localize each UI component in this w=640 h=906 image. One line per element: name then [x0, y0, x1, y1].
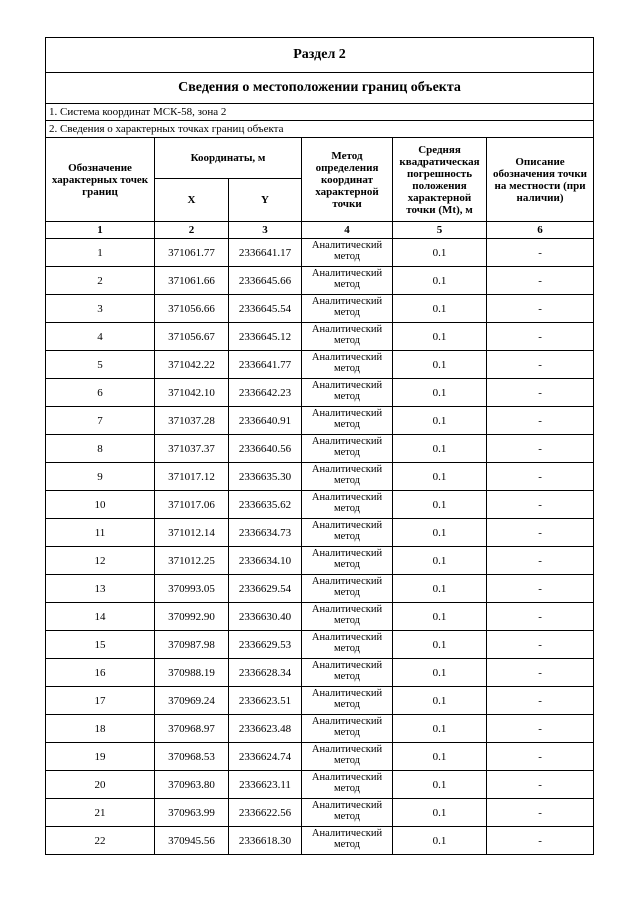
table-row	[46, 267, 594, 295]
point-number: 9	[46, 463, 155, 491]
accuracy-cell: 0.1	[393, 239, 487, 267]
table-row	[46, 295, 594, 323]
description-cell: -	[487, 295, 594, 323]
description-cell: -	[487, 491, 594, 519]
table-row	[46, 519, 594, 547]
header-coords: Координаты, м	[155, 138, 302, 179]
accuracy-cell: 0.1	[393, 603, 487, 631]
accuracy-cell: 0.1	[393, 715, 487, 743]
accuracy-cell: 0.1	[393, 743, 487, 771]
coord-y: 2336629.54	[229, 575, 302, 603]
column-number: 6	[487, 222, 594, 239]
method-cell: Аналитический метод	[302, 827, 393, 855]
description-cell: -	[487, 799, 594, 827]
header-y: Y	[229, 179, 302, 222]
description-cell: -	[487, 547, 594, 575]
accuracy-cell: 0.1	[393, 771, 487, 799]
table-row	[46, 351, 594, 379]
point-number: 10	[46, 491, 155, 519]
coord-y: 2336629.53	[229, 631, 302, 659]
table-row	[46, 463, 594, 491]
coord-y: 2336618.30	[229, 827, 302, 855]
coord-y: 2336642.23	[229, 379, 302, 407]
table-row	[46, 659, 594, 687]
coord-x: 371017.06	[155, 491, 229, 519]
coord-x: 371042.22	[155, 351, 229, 379]
point-number: 1	[46, 239, 155, 267]
table-row	[46, 435, 594, 463]
coord-y: 2336623.11	[229, 771, 302, 799]
method-cell: Аналитический метод	[302, 323, 393, 351]
accuracy-cell: 0.1	[393, 323, 487, 351]
point-number: 11	[46, 519, 155, 547]
point-number: 7	[46, 407, 155, 435]
description-cell: -	[487, 659, 594, 687]
column-number-row	[46, 222, 594, 239]
accuracy-cell: 0.1	[393, 631, 487, 659]
coord-y: 2336641.17	[229, 239, 302, 267]
description-cell: -	[487, 463, 594, 491]
coord-x: 371061.66	[155, 267, 229, 295]
method-cell: Аналитический метод	[302, 351, 393, 379]
table-row	[46, 323, 594, 351]
coord-x: 371056.67	[155, 323, 229, 351]
description-cell: -	[487, 519, 594, 547]
coord-y: 2336640.91	[229, 407, 302, 435]
point-number: 15	[46, 631, 155, 659]
method-cell: Аналитический метод	[302, 267, 393, 295]
coord-y: 2336645.66	[229, 267, 302, 295]
description-cell: -	[487, 827, 594, 855]
accuracy-cell: 0.1	[393, 519, 487, 547]
coord-y: 2336623.48	[229, 715, 302, 743]
method-cell: Аналитический метод	[302, 771, 393, 799]
table-row	[46, 631, 594, 659]
points-info-line: 2. Сведения о характерных точках границ объекта	[46, 121, 594, 138]
column-number: 3	[229, 222, 302, 239]
coord-x: 371012.25	[155, 547, 229, 575]
description-cell: -	[487, 743, 594, 771]
coord-x: 370968.97	[155, 715, 229, 743]
coord-y: 2336635.30	[229, 463, 302, 491]
coord-x: 370963.80	[155, 771, 229, 799]
coord-x: 370987.98	[155, 631, 229, 659]
coord-x: 370993.05	[155, 575, 229, 603]
table-row	[46, 379, 594, 407]
coord-y: 2336640.56	[229, 435, 302, 463]
point-number: 14	[46, 603, 155, 631]
point-number: 19	[46, 743, 155, 771]
accuracy-cell: 0.1	[393, 575, 487, 603]
description-cell: -	[487, 323, 594, 351]
method-cell: Аналитический метод	[302, 239, 393, 267]
description-cell: -	[487, 407, 594, 435]
coord-y: 2336634.73	[229, 519, 302, 547]
coord-y: 2336623.51	[229, 687, 302, 715]
coord-x: 370963.99	[155, 799, 229, 827]
description-cell: -	[487, 631, 594, 659]
coord-y: 2336630.40	[229, 603, 302, 631]
method-cell: Аналитический метод	[302, 715, 393, 743]
coord-x: 370992.90	[155, 603, 229, 631]
description-cell: -	[487, 715, 594, 743]
column-number: 2	[155, 222, 229, 239]
description-cell: -	[487, 687, 594, 715]
column-number: 4	[302, 222, 393, 239]
coord-y: 2336634.10	[229, 547, 302, 575]
point-number: 21	[46, 799, 155, 827]
description-cell: -	[487, 771, 594, 799]
point-number: 8	[46, 435, 155, 463]
method-cell: Аналитический метод	[302, 575, 393, 603]
description-cell: -	[487, 603, 594, 631]
table-row	[46, 771, 594, 799]
section-subtitle: Сведения о местоположении границ объекта	[46, 73, 594, 104]
point-number: 22	[46, 827, 155, 855]
accuracy-cell: 0.1	[393, 435, 487, 463]
table-row	[46, 239, 594, 267]
coord-y: 2336622.56	[229, 799, 302, 827]
table-row	[46, 827, 594, 855]
method-cell: Аналитический метод	[302, 379, 393, 407]
description-cell: -	[487, 379, 594, 407]
header-description: Описание обозначения точки на местности (при наличии)	[487, 138, 594, 222]
table-row	[46, 799, 594, 827]
coord-y: 2336624.74	[229, 743, 302, 771]
table-row	[46, 575, 594, 603]
point-number: 2	[46, 267, 155, 295]
point-number: 17	[46, 687, 155, 715]
point-number: 16	[46, 659, 155, 687]
header-point: Обозначение характерных точек границ	[46, 138, 155, 222]
point-number: 5	[46, 351, 155, 379]
description-cell: -	[487, 351, 594, 379]
method-cell: Аналитический метод	[302, 799, 393, 827]
accuracy-cell: 0.1	[393, 463, 487, 491]
accuracy-cell: 0.1	[393, 491, 487, 519]
description-cell: -	[487, 239, 594, 267]
coord-x: 370945.56	[155, 827, 229, 855]
table-row	[46, 491, 594, 519]
coord-x: 370969.24	[155, 687, 229, 715]
coord-y: 2336645.54	[229, 295, 302, 323]
method-cell: Аналитический метод	[302, 547, 393, 575]
table-row	[46, 715, 594, 743]
coord-x: 370988.19	[155, 659, 229, 687]
point-number: 18	[46, 715, 155, 743]
coord-y: 2336645.12	[229, 323, 302, 351]
point-number: 6	[46, 379, 155, 407]
method-cell: Аналитический метод	[302, 519, 393, 547]
method-cell: Аналитический метод	[302, 659, 393, 687]
coord-x: 371056.66	[155, 295, 229, 323]
method-cell: Аналитический метод	[302, 631, 393, 659]
method-cell: Аналитический метод	[302, 435, 393, 463]
column-number: 1	[46, 222, 155, 239]
boundary-points-table	[45, 37, 594, 855]
accuracy-cell: 0.1	[393, 547, 487, 575]
table-row	[46, 687, 594, 715]
coord-x: 371061.77	[155, 239, 229, 267]
method-cell: Аналитический метод	[302, 687, 393, 715]
coord-x: 371037.37	[155, 435, 229, 463]
accuracy-cell: 0.1	[393, 295, 487, 323]
coordinate-system-line: 1. Система координат МСК-58, зона 2	[46, 104, 594, 121]
coord-x: 370968.53	[155, 743, 229, 771]
header-x: X	[155, 179, 229, 222]
coord-y: 2336635.62	[229, 491, 302, 519]
table-row	[46, 547, 594, 575]
method-cell: Аналитический метод	[302, 407, 393, 435]
table-row	[46, 603, 594, 631]
method-cell: Аналитический метод	[302, 295, 393, 323]
accuracy-cell: 0.1	[393, 379, 487, 407]
point-number: 3	[46, 295, 155, 323]
accuracy-cell: 0.1	[393, 687, 487, 715]
point-number: 4	[46, 323, 155, 351]
accuracy-cell: 0.1	[393, 351, 487, 379]
accuracy-cell: 0.1	[393, 827, 487, 855]
header-method: Метод определения координат характерной точки	[302, 138, 393, 222]
method-cell: Аналитический метод	[302, 463, 393, 491]
column-number: 5	[393, 222, 487, 239]
section-title: Раздел 2	[46, 38, 594, 73]
accuracy-cell: 0.1	[393, 799, 487, 827]
coord-x: 371012.14	[155, 519, 229, 547]
accuracy-cell: 0.1	[393, 659, 487, 687]
description-cell: -	[487, 435, 594, 463]
method-cell: Аналитический метод	[302, 491, 393, 519]
accuracy-cell: 0.1	[393, 407, 487, 435]
description-cell: -	[487, 575, 594, 603]
method-cell: Аналитический метод	[302, 603, 393, 631]
description-cell: -	[487, 267, 594, 295]
accuracy-cell: 0.1	[393, 267, 487, 295]
header-accuracy: Средняя квадратическая погрешность положения характерной точки (Mt), м	[393, 138, 487, 222]
point-number: 13	[46, 575, 155, 603]
point-number: 20	[46, 771, 155, 799]
table-row	[46, 743, 594, 771]
coord-x: 371042.10	[155, 379, 229, 407]
coord-y: 2336628.34	[229, 659, 302, 687]
point-number: 12	[46, 547, 155, 575]
method-cell: Аналитический метод	[302, 743, 393, 771]
coord-x: 371017.12	[155, 463, 229, 491]
coord-y: 2336641.77	[229, 351, 302, 379]
table-row	[46, 407, 594, 435]
coord-x: 371037.28	[155, 407, 229, 435]
